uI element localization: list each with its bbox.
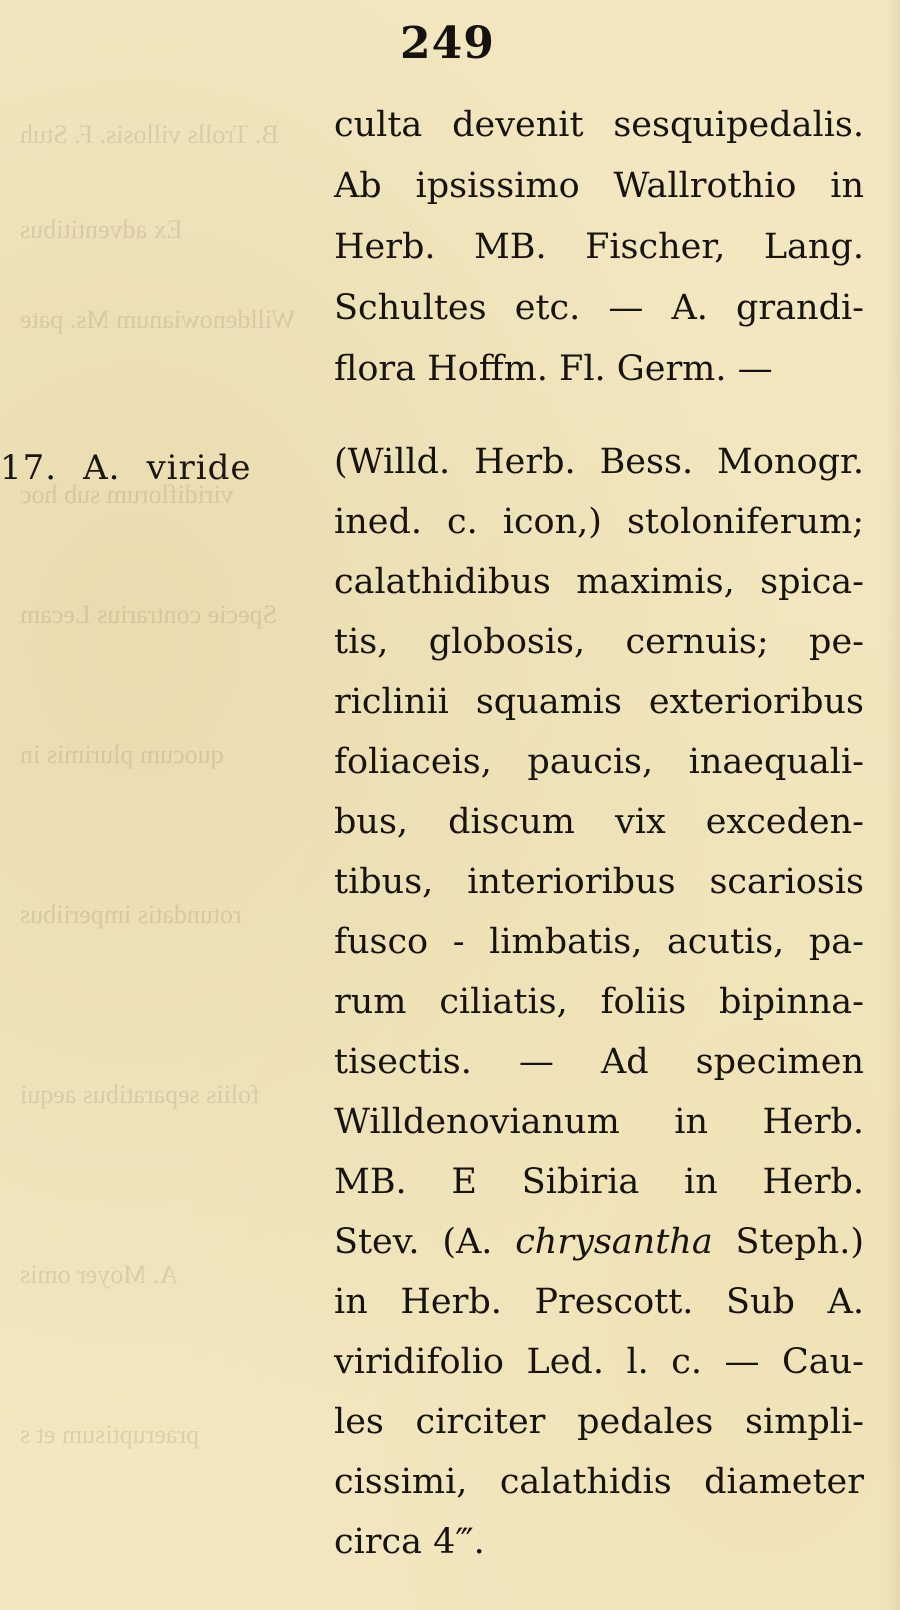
italic-species-name: chrysantha [515, 1222, 713, 1262]
text-line: foliaceis, paucis, inaequali- [334, 742, 864, 782]
entry-label [0, 438, 252, 498]
text-line: Herb. MB. Fischer, Lang. [334, 227, 864, 267]
text-line: circa 4‴. [334, 1522, 485, 1562]
bleed-through-text: rotundatis imperiibus [20, 900, 242, 929]
bleed-through-text: praeruptisum et s [20, 1420, 200, 1449]
text-line: rum ciliatis, foliis bipinna- [334, 982, 864, 1022]
text-line: MB. E Sibiria in Herb. [334, 1162, 864, 1202]
page-number: 249 [400, 18, 495, 69]
entry-species: viride [146, 448, 252, 488]
text-line: flora Hoffm. Fl. Germ. — [334, 349, 773, 389]
text-line: viridifolio Led. l. c. — Cau- [334, 1342, 864, 1382]
text-line: Willdenovianum in Herb. [334, 1102, 864, 1142]
bleed-through-text: foliis separatibus aequi [20, 1080, 260, 1109]
text-line: Ab ipsissimo Wallrothio in [334, 166, 864, 206]
entry-number: 17. [0, 448, 58, 488]
text-line: riclinii squamis exterioribus [334, 682, 864, 722]
page-edge-shadow [886, 0, 900, 1610]
text-line: calathidibus maximis, spica- [334, 562, 864, 602]
text-line: les circiter pedales simpli- [334, 1402, 864, 1442]
text-line: tisectis. — Ad specimen [334, 1042, 864, 1082]
bleed-through-text: Willdenowianum Ms. pate [20, 305, 296, 334]
bleed-through-text: Specie contrarius Lecam [20, 600, 277, 629]
text-line-with-italic: Stev. (A. chrysantha Steph.) [334, 1222, 865, 1262]
bleed-through-text: quocum plurimis in [20, 740, 224, 769]
text-line: tis, globosis, cernuis; pe- [334, 622, 864, 662]
entry-genus: A. [83, 448, 121, 488]
text-line: culta devenit sesquipedalis. [334, 105, 864, 145]
text-line: in Herb. Prescott. Sub A. [334, 1282, 864, 1322]
text-line: (Willd. Herb. Bess. Monogr. [334, 442, 864, 482]
text-line: fusco - limbatis, acutis, pa- [334, 922, 864, 962]
bleed-through-text: A. Moyer omis [20, 1260, 179, 1289]
bleed-through-text: Ex adventitibus [20, 215, 183, 244]
text-line: bus, discum vix exceden- [334, 802, 864, 842]
bleed-through-text: B. Trolls villosis. F. Stuh [20, 120, 279, 149]
text-line: Schultes etc. — A. grandi- [334, 288, 864, 328]
text-line: ined. c. icon,) stoloniferum; [334, 502, 864, 542]
text-line: cissimi, calathidis diameter [334, 1462, 864, 1502]
text-line: tibus, interioribus scariosis [334, 862, 864, 902]
bleed-through-text: viridiflorum sub hoc [20, 480, 234, 509]
